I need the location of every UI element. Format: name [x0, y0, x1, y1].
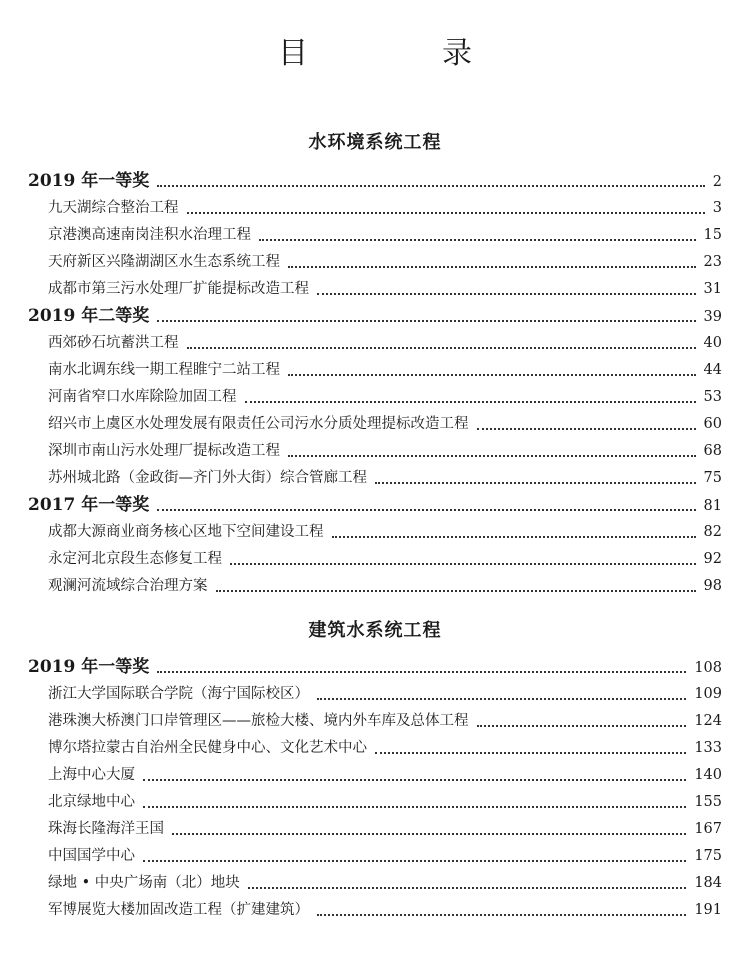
toc-page-number: 53	[703, 389, 722, 405]
toc-entry-row[interactable]	[28, 789, 722, 816]
toc-page-number: 124	[694, 713, 722, 729]
toc-page-number: 133	[694, 740, 722, 756]
toc-page-number: 31	[703, 281, 722, 297]
toc-entry-label: 苏州城北路（金政街—齐门外大街）综合管廊工程	[48, 470, 367, 486]
toc-entry-label: 浙江大学国际联合学院（海宁国际校区）	[48, 686, 309, 702]
toc-entry-label: 九天湖综合整治工程	[48, 200, 179, 216]
toc-page-number: 155	[694, 794, 722, 810]
toc-entry-row[interactable]	[28, 465, 722, 492]
toc-page-number: 140	[694, 767, 722, 783]
toc-entry-row[interactable]	[28, 546, 722, 573]
toc-page-number: 82	[703, 524, 722, 540]
toc-page-number: 2	[712, 174, 722, 190]
toc-group-label: 2017 年一等奖	[28, 495, 150, 515]
toc-entry-label: 上海中心大厦	[48, 767, 135, 783]
dot-leader	[288, 373, 696, 376]
toc-entry-label: 绍兴市上虞区水处理发展有限责任公司污水分质处理提标改造工程	[48, 416, 469, 432]
toc-entry-row[interactable]	[28, 681, 722, 708]
dot-leader	[172, 832, 686, 835]
toc-entry-row[interactable]	[28, 573, 722, 600]
toc-entry-label: 成都大源商业商务核心区地下空间建设工程	[48, 524, 324, 540]
toc-page-number: 92	[703, 551, 722, 567]
dot-leader	[477, 724, 687, 727]
toc-entry-row[interactable]	[28, 195, 722, 222]
toc-entry-label: 西郊砂石坑蓄洪工程	[48, 335, 179, 351]
dot-leader	[157, 319, 695, 322]
toc-group-label: 2019 年二等奖	[28, 306, 150, 326]
toc-list	[28, 168, 722, 600]
dot-leader	[317, 697, 686, 700]
dot-leader	[317, 913, 686, 916]
toc-group-row[interactable]	[28, 303, 722, 330]
toc-entry-row[interactable]	[28, 276, 722, 303]
toc-entry-row[interactable]	[28, 843, 722, 870]
dot-leader	[248, 886, 687, 889]
toc-page-number: 191	[694, 902, 722, 918]
toc-entry-label: 绿地 • 中央广场南（北）地块	[48, 875, 240, 891]
toc-entry-row[interactable]	[28, 897, 722, 924]
section-heading: 建筑水系统工程	[308, 620, 442, 641]
toc-page-number: 44	[703, 362, 722, 378]
toc-entry-row[interactable]	[28, 762, 722, 789]
toc-page-number: 175	[694, 848, 722, 864]
toc-entry-row[interactable]	[28, 519, 722, 546]
toc-entry-label: 珠海长隆海洋王国	[48, 821, 164, 837]
toc-entry-row[interactable]	[28, 357, 722, 384]
toc-page-number: 167	[694, 821, 722, 837]
toc-entry-label: 天府新区兴隆湖湖区水生态系统工程	[48, 254, 280, 270]
dot-leader	[375, 751, 686, 754]
toc-page-number: 23	[703, 254, 722, 270]
toc-list	[28, 654, 722, 924]
toc-page-number: 108	[694, 660, 722, 676]
dot-leader	[143, 805, 686, 808]
toc-entry-label: 军博展览大楼加固改造工程（扩建建筑）	[48, 902, 309, 918]
dot-leader	[375, 481, 696, 484]
dot-leader	[259, 238, 696, 241]
toc-page-number: 40	[703, 335, 722, 351]
toc-entry-label: 成都市第三污水处理厂扩能提标改造工程	[48, 281, 309, 297]
toc-entry-label: 京港澳高速南岗洼积水治理工程	[48, 227, 251, 243]
toc-entry-row[interactable]	[28, 384, 722, 411]
dot-leader	[317, 292, 696, 295]
toc-page-number: 98	[703, 578, 722, 594]
dot-leader	[332, 535, 696, 538]
toc-entry-row[interactable]	[28, 735, 722, 762]
dot-leader	[143, 859, 686, 862]
dot-leader	[157, 184, 705, 187]
toc-group-row[interactable]	[28, 654, 722, 681]
toc-page-number: 15	[703, 227, 722, 243]
dot-leader	[230, 562, 696, 565]
section-heading: 水环境系统工程	[308, 132, 442, 153]
toc-entry-label: 观澜河流域综合治理方案	[48, 578, 208, 594]
dot-leader	[216, 589, 696, 592]
toc-entry-row[interactable]	[28, 411, 722, 438]
dot-leader	[157, 670, 686, 673]
dot-leader	[288, 265, 696, 268]
toc-entry-label: 南水北调东线一期工程睢宁二站工程	[48, 362, 280, 378]
dot-leader	[187, 346, 696, 349]
toc-page-number: 60	[703, 416, 722, 432]
toc-entry-label: 中国国学中心	[48, 848, 135, 864]
toc-entry-row[interactable]	[28, 870, 722, 897]
toc-entry-row[interactable]	[28, 708, 722, 735]
toc-entry-label: 北京绿地中心	[48, 794, 135, 810]
toc-entry-row[interactable]	[28, 249, 722, 276]
toc-page-number: 39	[703, 309, 722, 325]
dot-leader	[187, 211, 705, 214]
toc-entry-label: 港珠澳大桥澳门口岸管理区——旅检大楼、境内外车库及总体工程	[48, 713, 469, 729]
dot-leader	[245, 400, 696, 403]
toc-page-number: 81	[703, 498, 722, 514]
toc-group-label: 2019 年一等奖	[28, 171, 150, 191]
toc-entry-label: 河南省窄口水库除险加固工程	[48, 389, 237, 405]
toc-group-label: 2019 年一等奖	[28, 657, 150, 677]
page-title: 目 录	[278, 36, 524, 71]
toc-page-number: 184	[694, 875, 722, 891]
toc-entry-row[interactable]	[28, 330, 722, 357]
toc-group-row[interactable]	[28, 492, 722, 519]
toc-entry-row[interactable]	[28, 222, 722, 249]
toc-entry-label: 深圳市南山污水处理厂提标改造工程	[48, 443, 280, 459]
dot-leader	[157, 508, 695, 511]
toc-page-number: 3	[712, 200, 722, 216]
toc-entry-label: 博尔塔拉蒙古自治州全民健身中心、文化艺术中心	[48, 740, 367, 756]
toc-page-number: 109	[694, 686, 722, 702]
dot-leader	[143, 778, 686, 781]
dot-leader	[288, 454, 696, 457]
toc-group-row[interactable]	[28, 168, 722, 195]
toc-page-number: 68	[703, 443, 722, 459]
dot-leader	[477, 427, 696, 430]
toc-page-number: 75	[703, 470, 722, 486]
toc-entry-label: 永定河北京段生态修复工程	[48, 551, 222, 567]
toc-entry-row[interactable]	[28, 438, 722, 465]
toc-entry-row[interactable]	[28, 816, 722, 843]
